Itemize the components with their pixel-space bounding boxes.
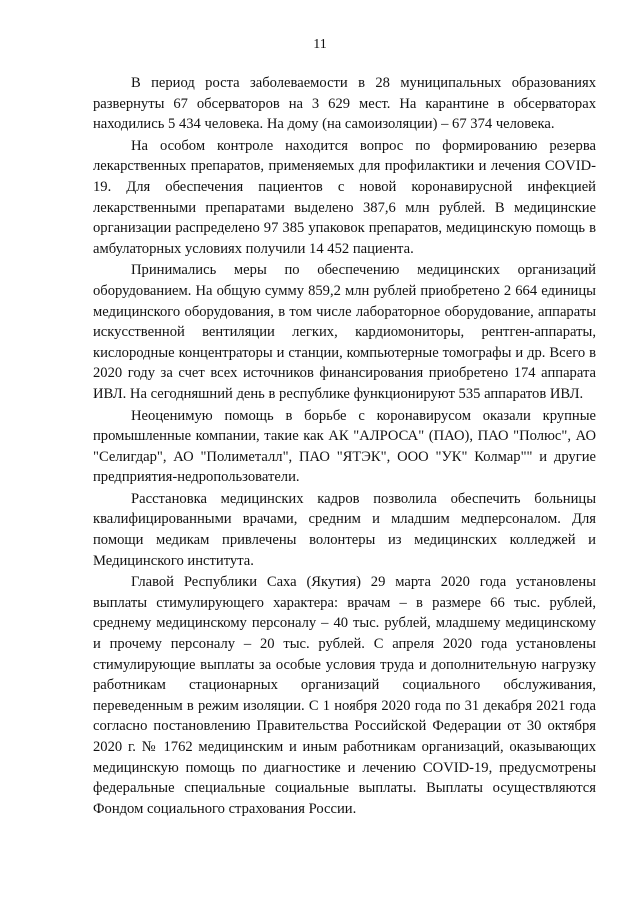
paragraph-industrial-help: Неоценимую помощь в борьбе с коронавирусом оказали крупные промышленные компании, такие как АК "АЛРОСА" (ПАО), ПАО "Полюс", АО "Селигдар", АО "Полиметалл", ПАО "ЯТЭК", ООО "УК" Колмар"" и другие предприятия-недропользователи. [93, 407, 596, 486]
paragraph-drug-reserve: На особом контроле находится вопрос по формированию резерва лекарственных препаратов, применяемых для профилактики и лечения COVID-19. Для обеспечения пациентов с новой коронавирусной инфекцией лекарственными препаратами выделено 387,6 млн рублей. В медицинские организации распределено 97 385 упаковок препаратов, медицинскую помощь в амбулаторных условиях получили 14 452 пациента. [93, 137, 596, 257]
paragraph-equipment: Принимались меры по обеспечению медицинских организаций оборудованием. На общую сумму 859,2 млн рублей приобретено 2 664 единицы медицинского оборудования, в том числе лабораторное оборудование, аппараты искусственной вентиляции легких, кардиомониторы, рентген-аппараты, кислородные концентраторы и станции, компьютерные томографы и др. Всего в 2020 году за счет всех источников финансирования приобретено 174 аппарата ИВЛ. На сегодняшний день в республике функционируют 535 аппаратов ИВЛ. [93, 262, 596, 402]
paragraph-incentive-payments: Главой Республики Саха (Якутия) 29 марта 2020 года установлены выплаты стимулирующего характера: врачам – в размере 66 тыс. рублей, среднему медицинскому персоналу – 40 тыс. рублей, младшему медицинскому и прочему персоналу – 20 тыс. рублей. С апреля 2020 года установлены стимулирующие выплаты за особые условия труда и дополнительную нагрузку работникам стационарных организаций социального обслуживания, переведенным в режим изоляции. С 1 ноября 2020 года по 31 декабря 2021 года согласно постановлению Правительства Российской Федерации от 30 октября 2020 г. № 1762 медицинским и иным работникам организаций, оказывающих медицинскую помощь по диагностике и лечению COVID-19, предусмотрены федеральные специальные социальные выплаты. Выплаты осуществляются Фондом социального страхования России. [93, 574, 596, 817]
paragraph-medical-staff: Расстановка медицинских кадров позволила обеспечить больницы квалифицированными врачами, средним и младшим медперсоналом. Для помощи медикам привлечены волонтеры из медицинских колледжей и Медицинского института. [93, 490, 596, 569]
page-number: 11 [313, 37, 327, 52]
paragraph-observators: В период роста заболеваемости в 28 муниципальных образованиях развернуты 67 обсерваторов на 3 629 мест. На карантине в обсерваторах находились 5 434 человека. На дому (на самоизоляции) – 67 374 человека. [93, 75, 596, 133]
document-body [93, 73, 596, 820]
